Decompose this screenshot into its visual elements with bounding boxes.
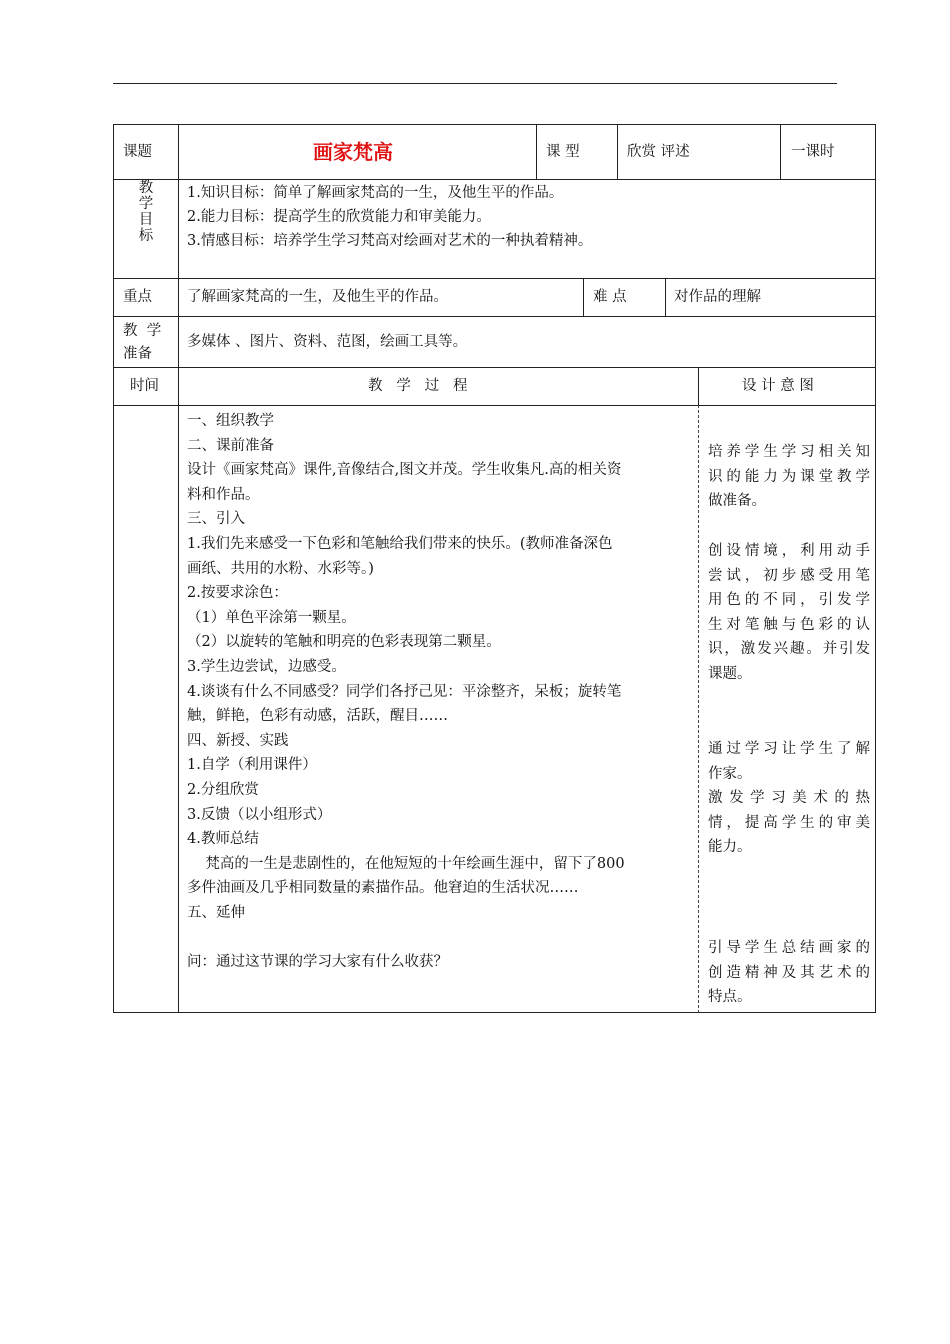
topic-label: 课题 [123, 144, 152, 160]
process-line: 二、课前准备 [187, 437, 274, 454]
column-divider [617, 124, 618, 179]
row-divider [113, 367, 876, 368]
intent-line: 生对笔触与色彩的认 [708, 616, 870, 633]
process-line [187, 925, 691, 950]
column-divider-dashed [698, 405, 699, 1013]
column-divider [178, 124, 179, 1013]
preparation-label-line2: 准备 [123, 346, 152, 362]
objectives-label-char: 标 [138, 228, 154, 244]
intent-line: 培养学生学习相关知 [708, 444, 870, 460]
intent-line: 作家。 [708, 765, 752, 782]
column-divider [583, 278, 584, 316]
row-divider [113, 179, 876, 180]
hours-value: 一课时 [791, 144, 835, 160]
objectives-label-char: 教 [138, 180, 154, 196]
intent-line: 创设情境，利用动手 [708, 543, 870, 559]
process-line: 设计《画家梵高》课件,音像结合,图文并茂。学生收集凡.高的相关资 [187, 462, 622, 479]
process-line: 三、引入 [187, 511, 245, 528]
process-line: 梵高的一生是悲剧性的，在他短短的十年绘画生涯中，留下了800 [187, 855, 625, 872]
process-line: 多件油画及几乎相同数量的素描作品。他窘迫的生活状况…… [187, 880, 579, 897]
intent-block [708, 440, 870, 514]
column-divider [698, 367, 699, 405]
intent-line: 情，提高学生的审美 [708, 814, 870, 831]
process-line: 3.反馈（以小组形式） [187, 806, 332, 823]
header-rule [113, 83, 837, 84]
row-divider [113, 316, 876, 317]
difficulty-label: 难 点 [593, 289, 627, 305]
intent-line: 通过学习让学生了解 [708, 741, 870, 757]
process-line: 4.谈谈有什么不同感受？同学们各抒己见：平涂整齐，呆板；旋转笔 [187, 683, 622, 700]
process-line: 触，鲜艳，色彩有动感，活跃，醒目…… [187, 708, 448, 725]
intent-block [708, 539, 870, 687]
row-divider [113, 405, 876, 406]
objectives-label-char: 学 [138, 196, 154, 212]
time-column-header: 时间 [130, 378, 159, 394]
process-content [187, 409, 691, 975]
type-label: 课 型 [546, 144, 580, 160]
type-value: 欣赏 评述 [627, 144, 690, 160]
objectives-label-char: 目 [138, 212, 154, 228]
difficulty-value: 对作品的理解 [674, 289, 761, 305]
objective-item: 3.情感目标：培养学生学习梵高对绘画对艺术的一种执着精神。 [187, 233, 593, 249]
process-line: 四、新授、实践 [187, 732, 289, 749]
process-line: 五、延伸 [187, 904, 245, 921]
intent-line: 识，激发兴趣。并引发 [708, 641, 870, 658]
intent-block [708, 936, 870, 1010]
key-points-label: 重点 [123, 289, 152, 305]
intent-line: 激发学习美术的热 [708, 790, 870, 807]
process-line: （1）单色平涂第一颗星。 [187, 609, 356, 626]
objective-item: 2.能力目标：提高学生的欣赏能力和审美能力。 [187, 209, 491, 225]
objectives-label [138, 180, 154, 244]
lesson-title: 画家梵高 [313, 140, 393, 164]
intent-line: 引导学生总结画家的 [708, 940, 870, 956]
row-divider [113, 278, 876, 279]
process-line: 1.自学（利用课件） [187, 757, 317, 774]
process-line: 2.按要求涂色： [187, 585, 288, 602]
intent-line: 创造精神及其艺术的 [708, 964, 870, 981]
process-line: 2.分组欣赏 [187, 781, 259, 798]
process-line: 一、组织教学 [187, 413, 274, 429]
intent-line: 课题。 [708, 665, 752, 682]
intent-block [708, 737, 870, 860]
process-line: 画纸、共用的水粉、水彩等。) [187, 560, 374, 577]
preparation-value: 多媒体 、图片、资料、范图，绘画工具等。 [187, 334, 468, 350]
objective-item: 1.知识目标：简单了解画家梵高的一生，及他生平的作品。 [187, 185, 564, 201]
process-line: 3.学生边尝试，边感受。 [187, 658, 346, 675]
column-divider [665, 278, 666, 316]
key-points-value: 了解画家梵高的一生，及他生平的作品。 [187, 289, 448, 305]
column-divider [536, 124, 537, 179]
intent-line: 尝试，初步感受用笔 [708, 567, 870, 584]
process-line: 料和作品。 [187, 486, 260, 503]
intent-line: 特点。 [708, 989, 752, 1006]
process-column-header: 教 学 过 程 [368, 378, 468, 394]
preparation-label-line1: 教 学 [123, 323, 162, 339]
intent-line: 做准备。 [708, 493, 766, 510]
process-line: 问：通过这节课的学习大家有什么收获？ [187, 954, 448, 971]
intent-column-header: 设 计 意 图 [742, 378, 814, 394]
intent-line: 用色的不同，引发学 [708, 592, 870, 609]
intent-line: 能力。 [708, 839, 752, 856]
intent-line: 识的能力为课堂教学 [708, 468, 870, 485]
process-line: 1.我们先来感受一下色彩和笔触给我们带来的快乐。(教师准备深色 [187, 535, 613, 552]
process-line: （2）以旋转的笔触和明亮的色彩表现第二颗星。 [187, 634, 501, 651]
column-divider [780, 124, 781, 179]
process-line: 4.教师总结 [187, 831, 259, 848]
